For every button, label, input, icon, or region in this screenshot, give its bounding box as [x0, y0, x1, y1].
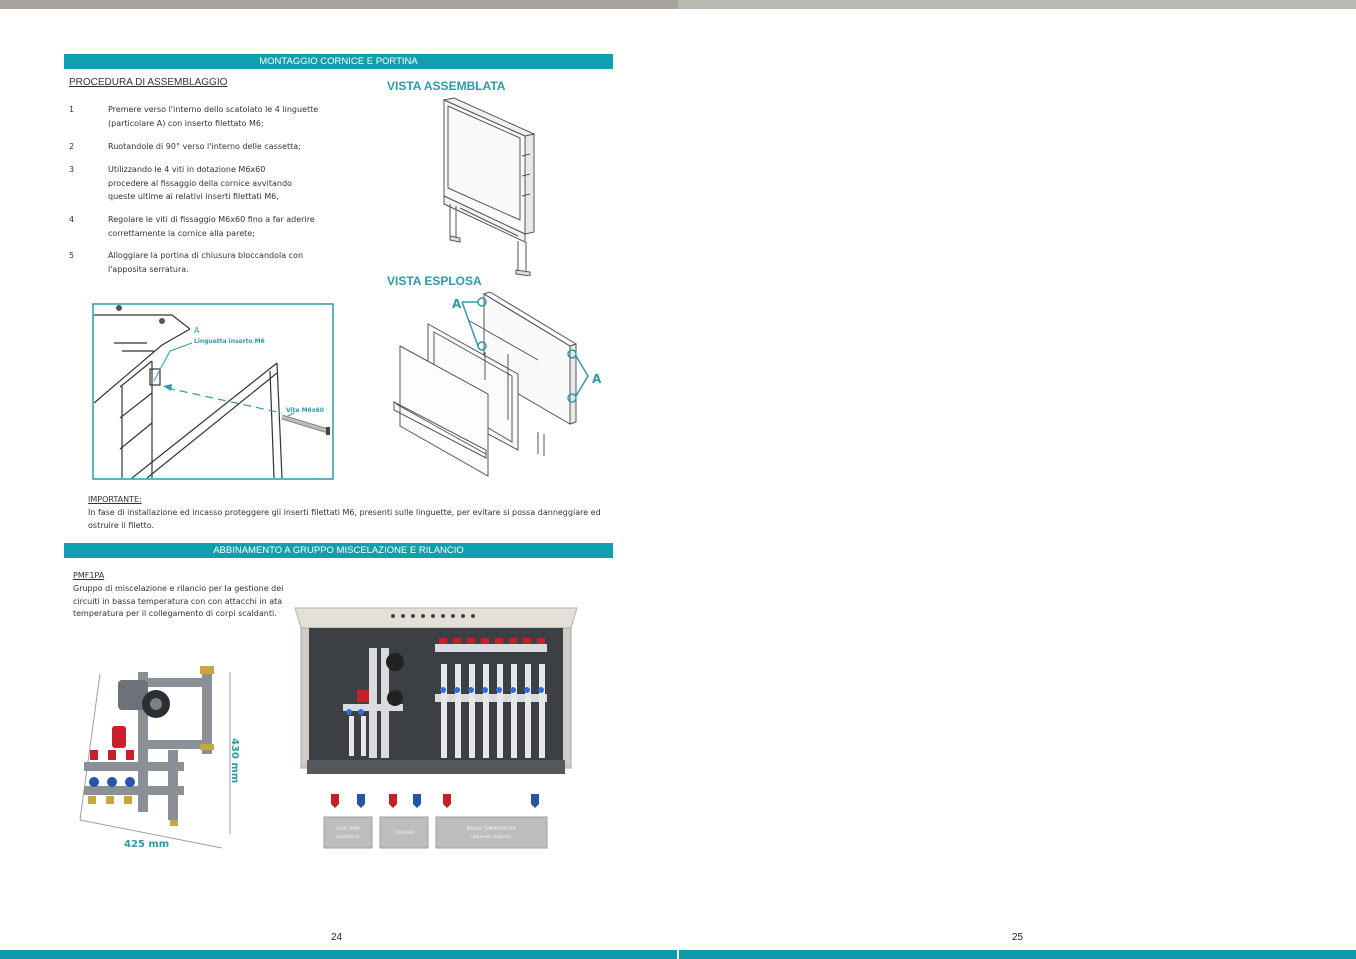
- step-text: Utilizzando le 4 viti in dotazione M6x60 procedere al fissaggio della cornice avvitando queste ultime ai relativi inserti filettati M6,: [108, 165, 292, 201]
- step-number: 5: [69, 251, 75, 260]
- exploded-label-a-right: A: [592, 372, 602, 386]
- dimension-height: 430 mm: [229, 738, 240, 784]
- pipe-arrows: [331, 794, 539, 808]
- vista-assemblata-title: VISTA ASSEMBLATA: [387, 79, 506, 93]
- section-title-abbinamento: ABBINAMENTO A GRUPPO MISCELAZIONE E RILANCIO: [64, 543, 613, 558]
- page-right: [678, 0, 1356, 959]
- dimension-width: 425 mm: [124, 839, 170, 850]
- box-label-alta-temp: ALTA TEMP: [335, 827, 361, 832]
- detail-illustration: [92, 303, 335, 481]
- exploded-view-illustration: [390, 290, 610, 490]
- product-code: PMF1PA: [73, 571, 105, 580]
- step-text: Alloggiare la portina di chiusura bloccandola con l'apposita serratura.: [108, 251, 304, 274]
- detail-label-vite: Vite M6x60: [286, 407, 324, 414]
- step-number: 3: [69, 165, 75, 174]
- step-number: 4: [69, 215, 75, 224]
- cabinet-manifold-illustration: [285, 604, 587, 854]
- box-label-pannelli: (pannelli radianti): [470, 835, 512, 840]
- box-label-radiatori: (radiatori): [336, 835, 360, 840]
- step-number: 1: [69, 105, 75, 114]
- page-number-right: 25: [1012, 932, 1024, 943]
- detail-label-linguetta: Linguetta inserto M6: [194, 338, 265, 345]
- box-label-caldaia: CALDAIA: [394, 831, 414, 836]
- mixing-group-illustration: [76, 660, 251, 855]
- important-text: In fase di installazione ed incasso proteggere gli inserti filettati M6, presenti sulle linguette, per evitare si possa danneggiare ed ostruire il filetto.: [88, 508, 601, 530]
- assembled-box-illustration: [430, 96, 550, 276]
- vista-esplosa-title: VISTA ESPLOSA: [387, 274, 482, 288]
- procedure-title: PROCEDURA DI ASSEMBLAGGIO: [69, 77, 228, 88]
- exploded-label-a-left: A: [452, 297, 462, 311]
- step-text: Regolare le viti di fissaggio M6x60 fino a far aderire correttamente la cornice alla parete;: [108, 215, 315, 238]
- box-label-bassa-temp: BASSA TEMPERATURA: [466, 827, 516, 832]
- detail-label-a: A: [194, 326, 200, 335]
- page-number-left: 24: [331, 932, 343, 943]
- section-title-montaggio: MONTAGGIO CORNICE E PORTINA: [64, 54, 613, 69]
- product-description: Gruppo di miscelazione e rilancio per la gestione dei circuiti in bassa temperatura con con attacchi in ata temperatura per il collegamento di corpi scaldanti.: [73, 584, 284, 618]
- step-text: Premere verso l'interno dello scatolato le 4 linguette (particolare A) con inserto filettato M6;: [108, 105, 319, 128]
- step-number: 2: [69, 142, 75, 151]
- step-text: Ruotandole di 90° verso l'interno delle cassetta;: [108, 142, 301, 151]
- important-title: IMPORTANTE:: [88, 495, 142, 504]
